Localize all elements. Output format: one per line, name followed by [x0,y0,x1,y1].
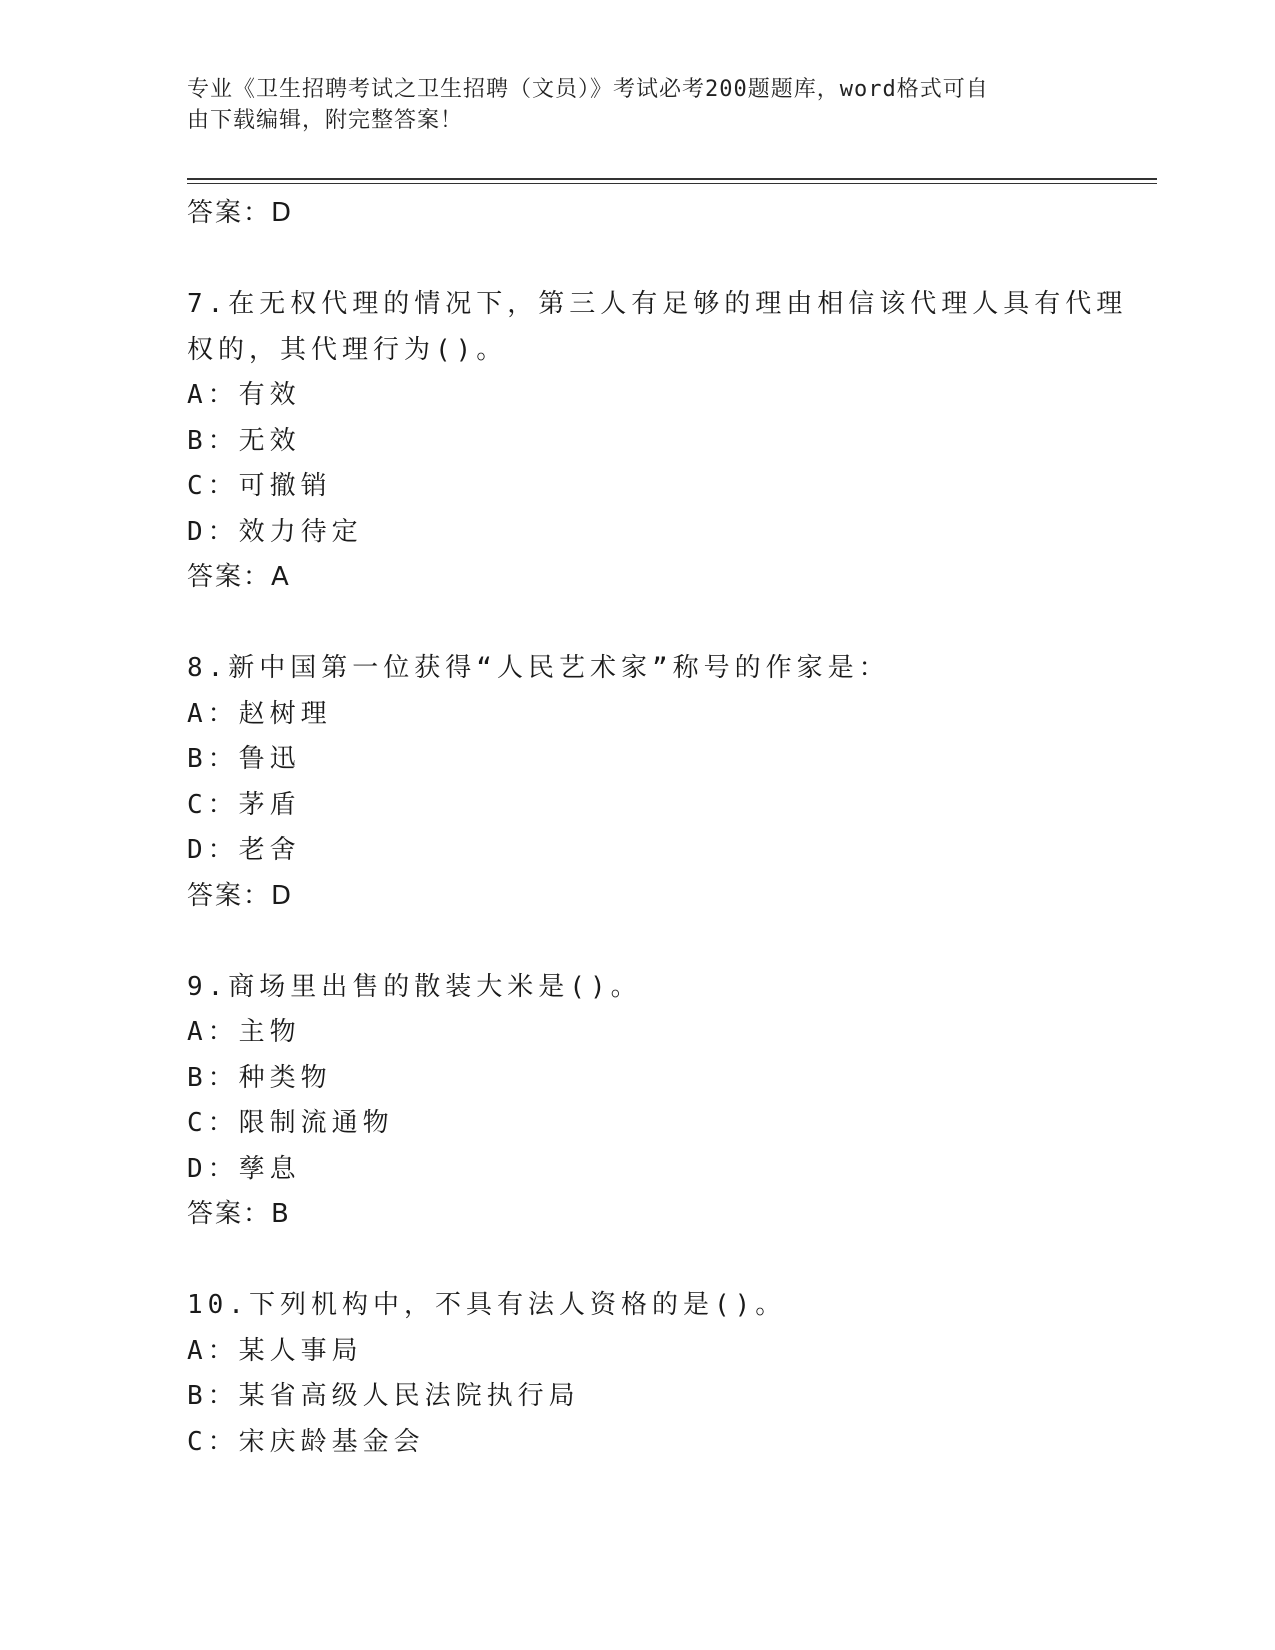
option-a: A：赵树理 [187,698,332,729]
question-stem: 9.商场里出售的散装大米是()。 [187,971,642,1002]
question-list [187,191,1128,1465]
header-line-1: 专业《卫生招聘考试之卫生招聘（文员）》考试必考200题题库，word格式可自 [187,77,989,102]
document-page [187,0,1157,1650]
previous-answer: 答案：D [187,198,294,228]
spacer [187,919,1087,965]
header-rule-thick [187,178,1157,180]
header-line-2: 由下载编辑，附完整答案！ [187,108,464,133]
option-d: D：老舍 [187,835,301,865]
question-stem: 10.下列机构中，不具有法人资格的是()。 [187,1290,787,1320]
question-stem: 7.在无权代理的情况下，第三人有足够的理由相信该代理人具有代理 [187,289,1128,319]
option-c: C：限制流通物 [187,1108,394,1138]
header-rule-thin [187,183,1157,184]
document-header [187,74,1087,136]
question-9 [187,965,1087,1238]
spacer [187,1238,1087,1284]
answer: 答案：A [187,562,291,592]
option-a: A：主物 [187,1017,301,1047]
option-a: A：有效 [187,380,301,410]
option-b: B：无效 [187,425,301,456]
option-d: D：孳息 [187,1153,301,1184]
question-8 [187,646,1087,919]
option-b: B：种类物 [187,1062,332,1093]
answer: 答案：B [187,1199,291,1229]
option-d: D：效力待定 [187,516,363,547]
spacer [187,601,1087,647]
option-a: A：某人事局 [187,1335,363,1366]
question-10 [187,1283,1087,1465]
option-b: B：某省高级人民法院执行局 [187,1381,580,1411]
question-stem: 权的，其代理行为()。 [187,334,508,365]
option-b: B：鲁迅 [187,744,301,774]
option-c: C：茅盾 [187,789,301,820]
answer: 答案：D [187,880,294,911]
option-c: C：可撤销 [187,471,332,501]
spacer [187,237,1087,283]
option-c: C：宋庆龄基金会 [187,1426,425,1457]
question-7 [187,282,1128,601]
question-stem: 8.新中国第一位获得“人民艺术家”称号的作家是： [187,653,890,683]
